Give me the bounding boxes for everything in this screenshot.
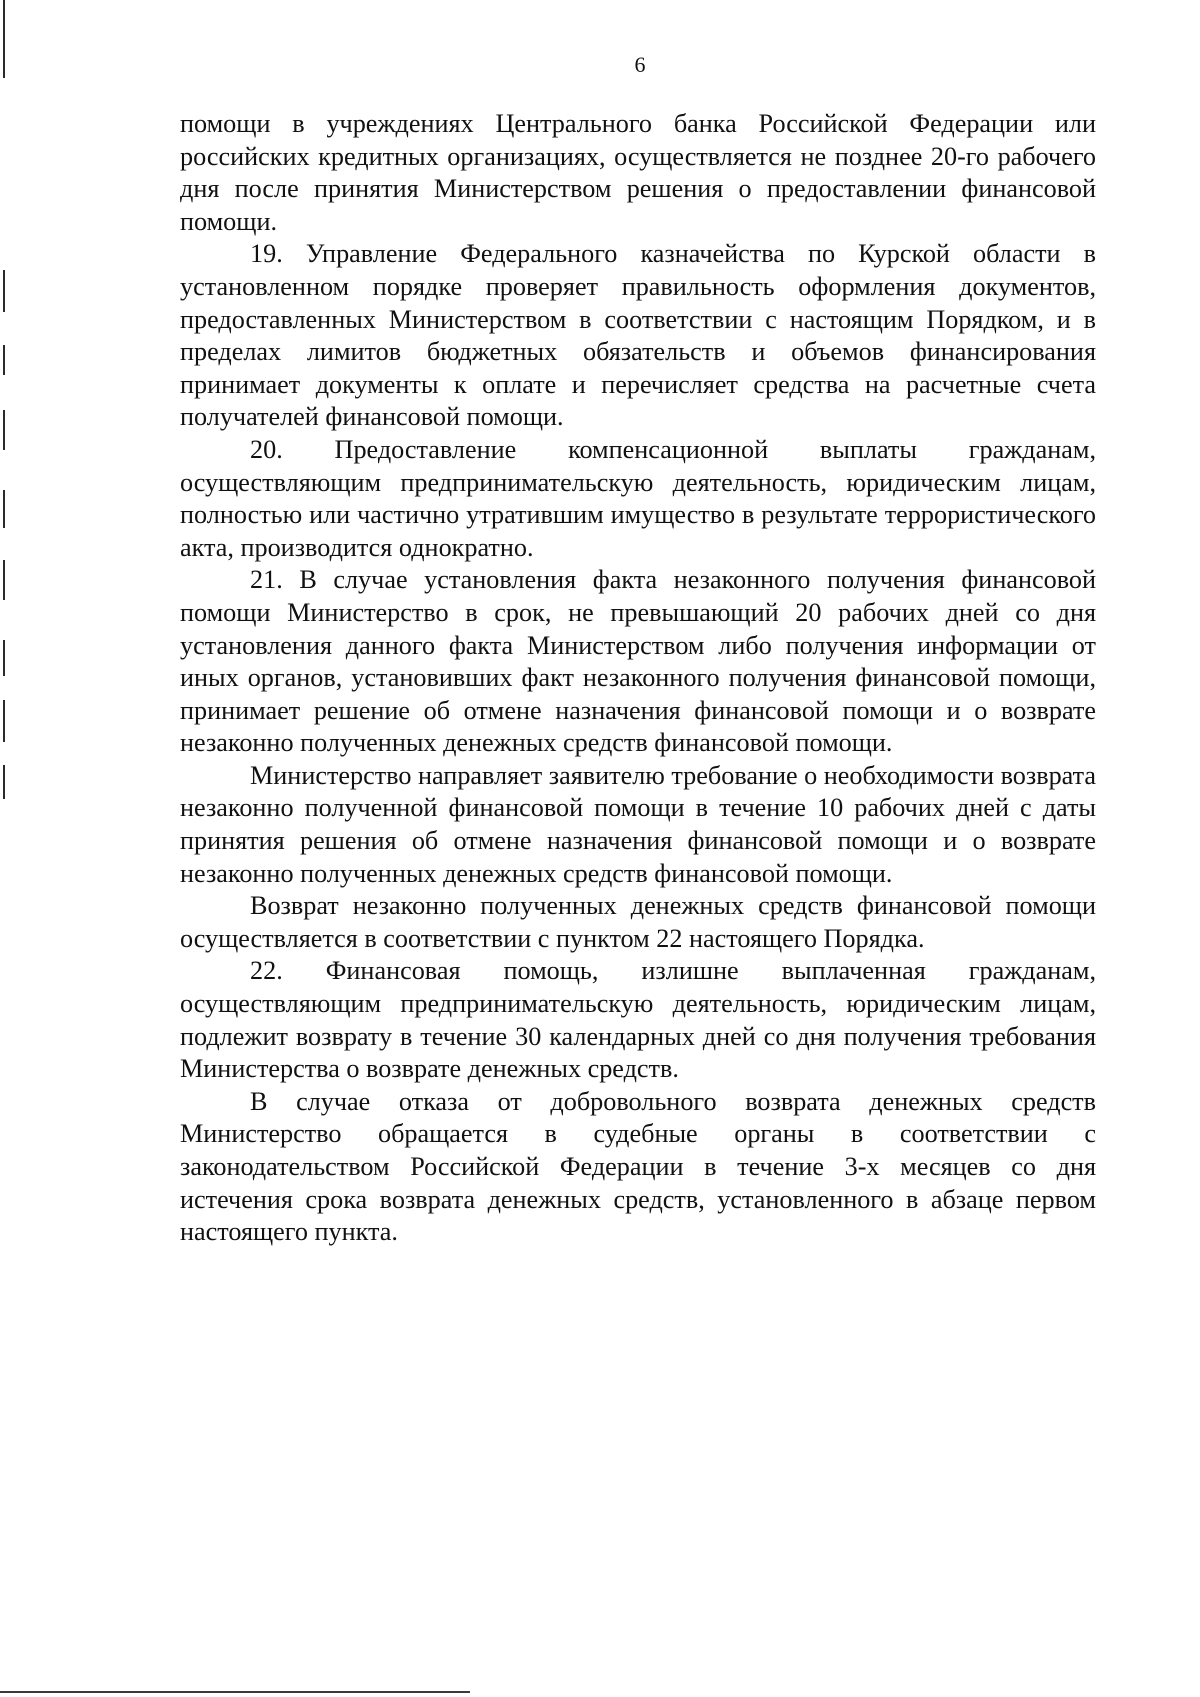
- scan-edge-mark: [3, 345, 5, 375]
- paragraph-19: 19. Управление Федерального казначейства по Курской области в установленном порядке проверяет правильность оформления документов, предоставленных Министерством в соответствии с настоящим Порядком, и в пределах лимитов бюджетных обязательств и объемов финансирования принимает документы к оплате и перечисляет средства на расчетные счета получателей финансовой помощи.: [180, 239, 1096, 432]
- paragraph-22: 22. Финансовая помощь, излишне выплаченная гражданам, осуществляющим предпринимательскую деятельность, юридическим лицам, подлежит возврату в течение 30 календарных дней со дня получения требования Министерства о возврате денежных средств.: [180, 956, 1096, 1084]
- paragraph-21-requirement: Министерство направляет заявителю требование о необходимости возврата незаконно полученной финансовой помощи в течение 10 рабочих дней с даты принятия решения об отмене назначения финансовой помощи и о возврате незаконно полученных денежных средств финансовой помощи.: [180, 760, 1096, 888]
- scan-edge-mark: [3, 490, 5, 528]
- scan-edge-mark: [3, 560, 5, 600]
- paragraph-20: 20. Предоставление компенсационной выплаты гражданам, осуществляющим предпринимательскую деятельность, юридическим лицам, полностью или частично утратившим имущество в результате террористического акта, производится однократно.: [180, 434, 1096, 562]
- page-number: 6: [634, 52, 646, 77]
- bottom-scan-line: [0, 1691, 470, 1693]
- document-body: [180, 108, 1096, 1249]
- scan-edge-mark: [3, 700, 5, 742]
- paragraph-continuation: помощи в учреждениях Центрального банка Российской Федерации или российских кредитных организациях, осуществляется не позднее 20-го рабочего дня после принятия Министерством решения о предоставлении финансовой помощи.: [180, 109, 1096, 236]
- scan-edge-mark: [3, 270, 5, 312]
- paragraph-21: 21. В случае установления факта незаконного получения финансовой помощи Министерство в срок, не превышающий 20 рабочих дней со дня установления данного факта Министерством либо получения информации от иных органов, установивших факт незаконного получения финансовой помощи, принимает решение об отмене назначения финансовой помощи и о возврате незаконно полученных денежных средств финансовой помощи.: [180, 565, 1096, 758]
- paragraph-21-return: Возврат незаконно полученных денежных средств финансовой помощи осуществляется в соответствии с пунктом 22 настоящего Порядка.: [180, 891, 1096, 953]
- scan-edge-mark: [3, 410, 5, 450]
- paragraph-22-court: В случае отказа от добровольного возврата денежных средств Министерство обращается в судебные органы в соответствии с законодательством Российской Федерации в течение 3-х месяцев со дня истечения срока возврата денежных средств, установленного в абзаце первом настоящего пункта.: [180, 1086, 1096, 1247]
- scan-edge-mark: [3, 640, 5, 676]
- scan-edge-mark: [3, 765, 5, 799]
